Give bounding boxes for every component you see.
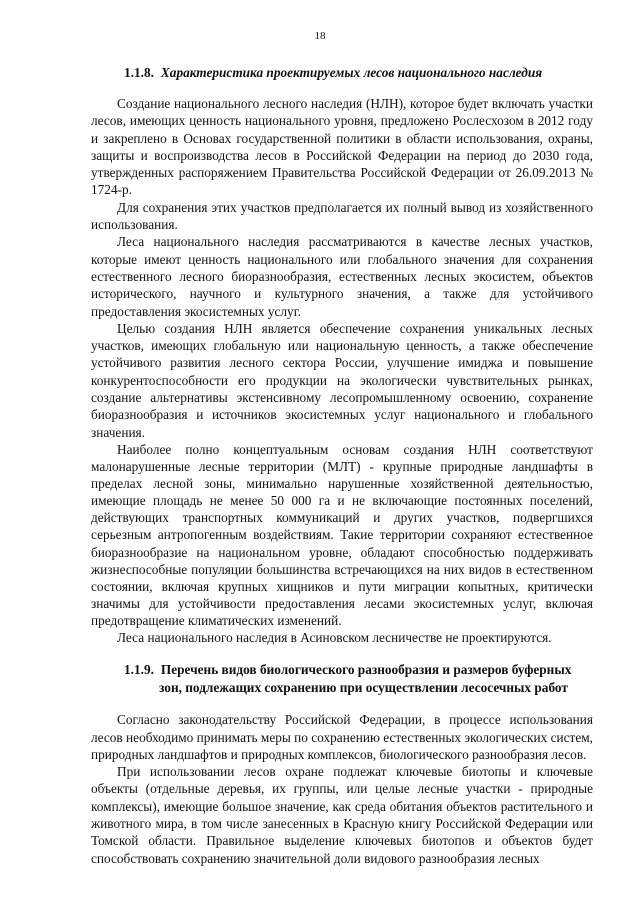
paragraph: Создание национального лесного наследия (НЛН), которое будет включать участки лесов, имеющих ценность национального уровня, предложено Рослесхозом в 2012 году и закреплено в Основах государственной политики в области использования, охраны, защиты и воспроизводства лесов в Российской Федерации на период до 2030 года, утвержденных распоряжением Правительства Российской Федерации от 26.09.2013 № 1724-р.	[91, 96, 593, 198]
paragraph: Наиболее полно концептуальным основам создания НЛН соответствуют малонарушенные лесные территории (МЛТ) - крупные природные ландшафты в пределах лесной зоны, минимально нарушенные хозяйственной деятельностью, имеющие площадь не менее 50 000 га и не включающие постоянных поселений, действующих транспортных коммуникаций и других участков, подвергшихся серьезным антропогенным воздействиям. Такие территории сохраняют естественное биоразнообразие на национальном уровне, обладают способностью поддерживать жизнеспособные популяции большинства встречающихся на них видов в естественном состоянии, включая крупных хищников и пути миграции копытных, критически значимы для устойчивости предоставления лесами экосистемных услуг, включая предотвращение климатических изменений.	[91, 441, 593, 628]
section-heading-1-1-8	[91, 64, 593, 81]
page-number: 18	[314, 30, 326, 42]
paragraph: Леса национального наследия рассматриваются в качестве лесных участков, которые имеют ценность национального или глобального значения для сохранения естественного лесного биоразнообразия, естественных лесных экосистем, объектов исторического, научного и культурного значения, а также для устойчивого предоставления экосистемных услуг.	[91, 234, 593, 319]
section-title: Характеристика проектируемых лесов национального наследия	[160, 65, 543, 80]
paragraph: Согласно законодательству Российской Федерации, в процессе использования лесов необходимо принимать меры по сохранению естественных экологических систем, природных ландшафтов и природных комплексов, биологического разнообразия лесов.	[91, 712, 593, 762]
paragraph: При использовании лесов охране подлежат ключевые биотопы и ключевые объекты (отдельные деревья, их группы, или целые лесные участки - природные комплексы), имеющие большое значение, как среда обитания объектов растительного и животного мира, в том числе занесенных в Красную книгу Российской Федерации или Томской области. Правильное выделение ключевых биотопов и объектов будет способствовать сохранению значительной доли видового разнообразия лесных	[91, 764, 593, 866]
section-title-line-2: зон, подлежащих сохранению при осуществлении лесосечных работ	[159, 680, 568, 696]
page-content	[91, 64, 593, 867]
paragraph: Для сохранения этих участков предполагается их полный вывод из хозяйственного использования.	[91, 199, 593, 233]
section-number: 1.1.8.	[124, 65, 154, 80]
section-heading-1-1-9	[91, 661, 593, 697]
paragraph: Целью создания НЛН является обеспечение сохранения уникальных лесных участков, имеющих глобальную или национальную ценность, а также обеспечение устойчивого развития лесного сектора России, улучшение имиджа и повышение конкурентоспособности его продукции на экологически чувствительных рынках, создание альтернативы экстенсивному лесопромышленному освоению, сохранение биоразнообразия и источников экосистемных услуг национального и глобального значения.	[91, 320, 593, 440]
paragraph: Леса национального наследия в Асиновском лесничестве не проектируются.	[117, 629, 552, 645]
section-number: 1.1.9.	[124, 662, 154, 678]
section-title-line-1: Перечень видов биологического разнообразия и размеров буферных	[160, 662, 572, 678]
